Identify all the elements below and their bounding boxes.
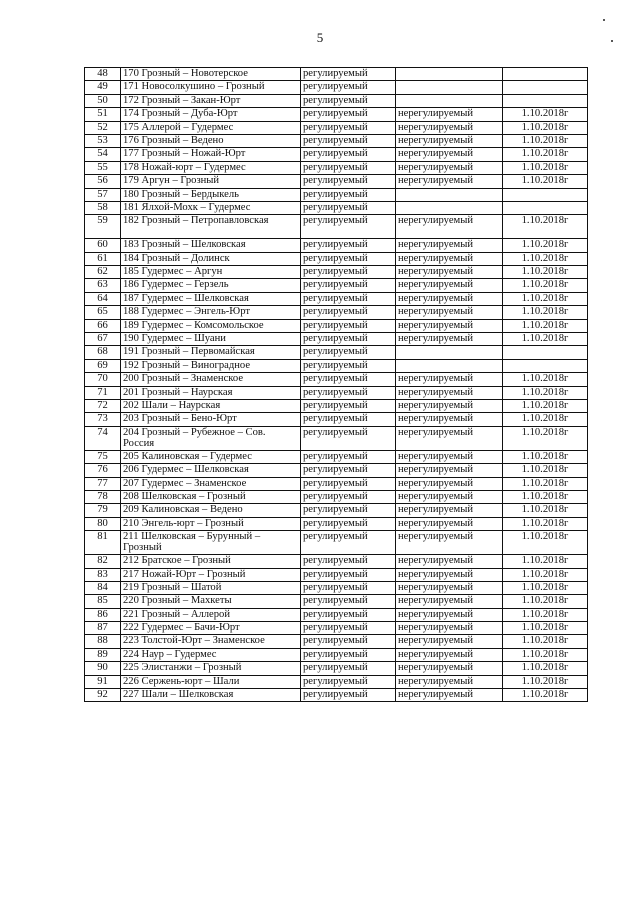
date-cell: 1.10.2018г — [503, 386, 588, 399]
date-cell — [503, 81, 588, 94]
route-cell: 212 Братское – Грозный — [121, 555, 301, 568]
new-kind-cell: нерегулируемый — [396, 490, 503, 503]
new-kind-cell: нерегулируемый — [396, 279, 503, 292]
new-kind-cell — [396, 94, 503, 107]
date-cell: 1.10.2018г — [503, 161, 588, 174]
new-kind-cell: нерегулируемый — [396, 608, 503, 621]
route-cell: 222 Гудермес – Бачи-Юрт — [121, 622, 301, 635]
new-kind-cell — [396, 188, 503, 201]
table-row — [85, 108, 588, 121]
new-kind-cell: нерегулируемый — [396, 373, 503, 386]
current-kind-cell: регулируемый — [301, 161, 396, 174]
current-kind-cell: регулируемый — [301, 81, 396, 94]
date-cell — [503, 68, 588, 81]
table-row — [85, 426, 588, 450]
table-row — [85, 239, 588, 252]
table-row — [85, 504, 588, 517]
row-number-cell: 49 — [85, 81, 121, 94]
row-number-cell: 52 — [85, 121, 121, 134]
new-kind-cell — [396, 346, 503, 359]
current-kind-cell: регулируемый — [301, 94, 396, 107]
row-number-cell: 74 — [85, 426, 121, 450]
table-row — [85, 568, 588, 581]
new-kind-cell: нерегулируемый — [396, 239, 503, 252]
row-number-cell: 51 — [85, 108, 121, 121]
table-row — [85, 517, 588, 530]
row-number-cell: 91 — [85, 675, 121, 688]
page-number: 5 — [316, 30, 324, 45]
route-cell: 184 Грозный – Долинск — [121, 252, 301, 265]
row-number-cell: 84 — [85, 581, 121, 594]
table-row — [85, 531, 588, 555]
route-cell: 204 Грозный – Рубежное – Сов. Россия — [121, 426, 301, 450]
row-number-cell: 69 — [85, 359, 121, 372]
new-kind-cell: нерегулируемый — [396, 148, 503, 161]
new-kind-cell — [396, 68, 503, 81]
route-cell: 220 Грозный – Махкеты — [121, 595, 301, 608]
date-cell: 1.10.2018г — [503, 595, 588, 608]
route-cell: 177 Грозный – Ножай-Юрт — [121, 148, 301, 161]
route-cell: 190 Гудермес – Шуани — [121, 333, 301, 346]
table-row — [85, 266, 588, 279]
date-cell: 1.10.2018г — [503, 121, 588, 134]
current-kind-cell: регулируемый — [301, 595, 396, 608]
row-number-cell: 58 — [85, 201, 121, 214]
table-row — [85, 94, 588, 107]
current-kind-cell: регулируемый — [301, 68, 396, 81]
route-cell: 174 Грозный – Дуба-Юрт — [121, 108, 301, 121]
new-kind-cell: нерегулируемый — [396, 555, 503, 568]
date-cell: 1.10.2018г — [503, 413, 588, 426]
table-row — [85, 635, 588, 648]
current-kind-cell: регулируемый — [301, 648, 396, 661]
route-cell: 200 Грозный – Знаменское — [121, 373, 301, 386]
row-number-cell: 61 — [85, 252, 121, 265]
route-cell: 206 Гудермес – Шелковская — [121, 464, 301, 477]
new-kind-cell: нерегулируемый — [396, 306, 503, 319]
row-number-cell: 59 — [85, 215, 121, 239]
row-number-cell: 66 — [85, 319, 121, 332]
date-cell: 1.10.2018г — [503, 215, 588, 239]
table-row — [85, 148, 588, 161]
new-kind-cell: нерегулируемый — [396, 426, 503, 450]
route-cell: 185 Гудермес – Аргун — [121, 266, 301, 279]
route-cell: 175 Аллерой – Гудермес — [121, 121, 301, 134]
date-cell: 1.10.2018г — [503, 517, 588, 530]
route-cell: 202 Шали – Наурская — [121, 399, 301, 412]
row-number-cell: 60 — [85, 239, 121, 252]
route-cell: 176 Грозный – Ведено — [121, 134, 301, 147]
route-cell: 180 Грозный – Бердыкель — [121, 188, 301, 201]
current-kind-cell: регулируемый — [301, 319, 396, 332]
current-kind-cell: регулируемый — [301, 386, 396, 399]
row-number-cell: 55 — [85, 161, 121, 174]
current-kind-cell: регулируемый — [301, 252, 396, 265]
new-kind-cell: нерегулируемый — [396, 252, 503, 265]
row-number-cell: 83 — [85, 568, 121, 581]
date-cell: 1.10.2018г — [503, 175, 588, 188]
row-number-cell: 76 — [85, 464, 121, 477]
new-kind-cell: нерегулируемый — [396, 477, 503, 490]
date-cell — [503, 359, 588, 372]
new-kind-cell: нерегулируемый — [396, 121, 503, 134]
new-kind-cell: нерегулируемый — [396, 464, 503, 477]
current-kind-cell: регулируемый — [301, 266, 396, 279]
new-kind-cell: нерегулируемый — [396, 134, 503, 147]
table-row — [85, 306, 588, 319]
current-kind-cell: регулируемый — [301, 581, 396, 594]
route-cell: 201 Грозный – Наурская — [121, 386, 301, 399]
row-number-cell: 62 — [85, 266, 121, 279]
row-number-cell: 88 — [85, 635, 121, 648]
date-cell — [503, 201, 588, 214]
table-row — [85, 68, 588, 81]
new-kind-cell: нерегулируемый — [396, 413, 503, 426]
date-cell: 1.10.2018г — [503, 292, 588, 305]
new-kind-cell: нерегулируемый — [396, 581, 503, 594]
current-kind-cell: регулируемый — [301, 622, 396, 635]
date-cell: 1.10.2018г — [503, 689, 588, 702]
row-number-cell: 68 — [85, 346, 121, 359]
new-kind-cell: нерегулируемый — [396, 648, 503, 661]
current-kind-cell: регулируемый — [301, 450, 396, 463]
table-row — [85, 215, 588, 239]
new-kind-cell: нерегулируемый — [396, 319, 503, 332]
route-cell: 217 Ножай-Юрт – Грозный — [121, 568, 301, 581]
date-cell: 1.10.2018г — [503, 504, 588, 517]
date-cell: 1.10.2018г — [503, 568, 588, 581]
date-cell: 1.10.2018г — [503, 266, 588, 279]
row-number-cell: 57 — [85, 188, 121, 201]
new-kind-cell: нерегулируемый — [396, 333, 503, 346]
table-row — [85, 490, 588, 503]
date-cell: 1.10.2018г — [503, 477, 588, 490]
route-cell: 178 Ножай-юрт – Гудермес — [121, 161, 301, 174]
table-row — [85, 477, 588, 490]
route-cell: 186 Гудермес – Герзель — [121, 279, 301, 292]
route-cell: 207 Гудермес – Знаменское — [121, 477, 301, 490]
row-number-cell: 80 — [85, 517, 121, 530]
row-number-cell: 81 — [85, 531, 121, 555]
new-kind-cell: нерегулируемый — [396, 568, 503, 581]
route-cell: 182 Грозный – Петропавловская — [121, 215, 301, 239]
table-row — [85, 201, 588, 214]
row-number-cell: 63 — [85, 279, 121, 292]
new-kind-cell: нерегулируемый — [396, 386, 503, 399]
route-cell: 224 Наур – Гудермес — [121, 648, 301, 661]
route-cell: 181 Ялхой-Мохк – Гудермес — [121, 201, 301, 214]
date-cell — [503, 94, 588, 107]
new-kind-cell: нерегулируемый — [396, 635, 503, 648]
current-kind-cell: регулируемый — [301, 346, 396, 359]
current-kind-cell: регулируемый — [301, 477, 396, 490]
row-number-cell: 79 — [85, 504, 121, 517]
row-number-cell: 90 — [85, 662, 121, 675]
date-cell: 1.10.2018г — [503, 531, 588, 555]
table-row — [85, 134, 588, 147]
current-kind-cell: регулируемый — [301, 134, 396, 147]
date-cell: 1.10.2018г — [503, 662, 588, 675]
route-cell: 170 Грозный – Новотерское — [121, 68, 301, 81]
current-kind-cell: регулируемый — [301, 608, 396, 621]
date-cell: 1.10.2018г — [503, 333, 588, 346]
table-row — [85, 359, 588, 372]
current-kind-cell: регулируемый — [301, 635, 396, 648]
route-cell: 221 Грозный – Аллерой — [121, 608, 301, 621]
date-cell: 1.10.2018г — [503, 373, 588, 386]
route-cell: 223 Толстой-Юрт – Знаменское — [121, 635, 301, 648]
new-kind-cell: нерегулируемый — [396, 517, 503, 530]
routes-table — [84, 67, 588, 702]
current-kind-cell: регулируемый — [301, 504, 396, 517]
row-number-cell: 75 — [85, 450, 121, 463]
table-row — [85, 386, 588, 399]
route-cell: 210 Энгель-юрт – Грозный — [121, 517, 301, 530]
current-kind-cell: регулируемый — [301, 373, 396, 386]
date-cell: 1.10.2018г — [503, 148, 588, 161]
new-kind-cell: нерегулируемый — [396, 292, 503, 305]
row-number-cell: 64 — [85, 292, 121, 305]
row-number-cell: 54 — [85, 148, 121, 161]
new-kind-cell — [396, 201, 503, 214]
route-cell: 191 Грозный – Первомайская — [121, 346, 301, 359]
new-kind-cell: нерегулируемый — [396, 504, 503, 517]
route-cell: 188 Гудермес – Энгель-Юрт — [121, 306, 301, 319]
row-number-cell: 82 — [85, 555, 121, 568]
date-cell: 1.10.2018г — [503, 581, 588, 594]
date-cell: 1.10.2018г — [503, 648, 588, 661]
current-kind-cell: регулируемый — [301, 239, 396, 252]
current-kind-cell: регулируемый — [301, 306, 396, 319]
new-kind-cell: нерегулируемый — [396, 689, 503, 702]
date-cell: 1.10.2018г — [503, 635, 588, 648]
current-kind-cell: регулируемый — [301, 675, 396, 688]
date-cell — [503, 346, 588, 359]
table-row — [85, 161, 588, 174]
table-row — [85, 413, 588, 426]
current-kind-cell: регулируемый — [301, 464, 396, 477]
table-row — [85, 464, 588, 477]
date-cell: 1.10.2018г — [503, 399, 588, 412]
current-kind-cell: регулируемый — [301, 490, 396, 503]
new-kind-cell: нерегулируемый — [396, 675, 503, 688]
table-row — [85, 81, 588, 94]
table-row — [85, 675, 588, 688]
route-cell: 171 Новосолкушино – Грозный — [121, 81, 301, 94]
row-number-cell: 87 — [85, 622, 121, 635]
new-kind-cell: нерегулируемый — [396, 108, 503, 121]
route-cell: 211 Шелковская – Бурунный – Грозный — [121, 531, 301, 555]
table-row — [85, 279, 588, 292]
new-kind-cell: нерегулируемый — [396, 266, 503, 279]
row-number-cell: 71 — [85, 386, 121, 399]
table-row — [85, 555, 588, 568]
new-kind-cell: нерегулируемый — [396, 161, 503, 174]
route-cell: 183 Грозный – Шелковская — [121, 239, 301, 252]
row-number-cell: 77 — [85, 477, 121, 490]
date-cell: 1.10.2018г — [503, 134, 588, 147]
route-cell: 203 Грозный – Бено-Юрт — [121, 413, 301, 426]
date-cell: 1.10.2018г — [503, 555, 588, 568]
route-cell: 226 Сержень-юрт – Шали — [121, 675, 301, 688]
row-number-cell: 72 — [85, 399, 121, 412]
date-cell: 1.10.2018г — [503, 252, 588, 265]
date-cell: 1.10.2018г — [503, 306, 588, 319]
row-number-cell: 92 — [85, 689, 121, 702]
table-row — [85, 188, 588, 201]
current-kind-cell: регулируемый — [301, 201, 396, 214]
current-kind-cell: регулируемый — [301, 426, 396, 450]
new-kind-cell: нерегулируемый — [396, 662, 503, 675]
current-kind-cell: регулируемый — [301, 399, 396, 412]
route-cell: 189 Гудермес – Комсомольское — [121, 319, 301, 332]
table-row — [85, 121, 588, 134]
table-row — [85, 373, 588, 386]
date-cell — [503, 188, 588, 201]
current-kind-cell: регулируемый — [301, 215, 396, 239]
current-kind-cell: регулируемый — [301, 292, 396, 305]
current-kind-cell: регулируемый — [301, 517, 396, 530]
table-row — [85, 581, 588, 594]
row-number-cell: 73 — [85, 413, 121, 426]
current-kind-cell: регулируемый — [301, 279, 396, 292]
date-cell: 1.10.2018г — [503, 622, 588, 635]
current-kind-cell: регулируемый — [301, 148, 396, 161]
table-row — [85, 333, 588, 346]
date-cell: 1.10.2018г — [503, 675, 588, 688]
route-cell: 187 Гудермес – Шелковская — [121, 292, 301, 305]
table-row — [85, 648, 588, 661]
row-number-cell: 48 — [85, 68, 121, 81]
row-number-cell: 50 — [85, 94, 121, 107]
date-cell: 1.10.2018г — [503, 279, 588, 292]
table-row — [85, 450, 588, 463]
route-cell: 179 Аргун – Грозный — [121, 175, 301, 188]
new-kind-cell: нерегулируемый — [396, 450, 503, 463]
date-cell: 1.10.2018г — [503, 464, 588, 477]
table-row — [85, 622, 588, 635]
current-kind-cell: регулируемый — [301, 568, 396, 581]
table-row — [85, 608, 588, 621]
current-kind-cell: регулируемый — [301, 121, 396, 134]
new-kind-cell: нерегулируемый — [396, 595, 503, 608]
new-kind-cell: нерегулируемый — [396, 175, 503, 188]
table-row — [85, 252, 588, 265]
scan-mark — [603, 19, 605, 21]
new-kind-cell: нерегулируемый — [396, 215, 503, 239]
table-row — [85, 399, 588, 412]
new-kind-cell — [396, 359, 503, 372]
route-cell: 172 Грозный – Закан-Юрт — [121, 94, 301, 107]
route-cell: 208 Шелковская – Грозный — [121, 490, 301, 503]
route-cell: 225 Элистанжи – Грозный — [121, 662, 301, 675]
table-row — [85, 595, 588, 608]
date-cell: 1.10.2018г — [503, 108, 588, 121]
new-kind-cell: нерегулируемый — [396, 399, 503, 412]
route-cell: 209 Калиновская – Ведено — [121, 504, 301, 517]
row-number-cell: 85 — [85, 595, 121, 608]
date-cell: 1.10.2018г — [503, 239, 588, 252]
current-kind-cell: регулируемый — [301, 413, 396, 426]
route-cell: 205 Калиновская – Гудермес — [121, 450, 301, 463]
row-number-cell: 56 — [85, 175, 121, 188]
new-kind-cell — [396, 81, 503, 94]
row-number-cell: 86 — [85, 608, 121, 621]
table-row — [85, 319, 588, 332]
date-cell: 1.10.2018г — [503, 490, 588, 503]
row-number-cell: 67 — [85, 333, 121, 346]
date-cell: 1.10.2018г — [503, 450, 588, 463]
current-kind-cell: регулируемый — [301, 108, 396, 121]
route-cell: 219 Грозный – Шатой — [121, 581, 301, 594]
current-kind-cell: регулируемый — [301, 188, 396, 201]
table-row — [85, 689, 588, 702]
current-kind-cell: регулируемый — [301, 333, 396, 346]
current-kind-cell: регулируемый — [301, 359, 396, 372]
current-kind-cell: регулируемый — [301, 531, 396, 555]
new-kind-cell: нерегулируемый — [396, 622, 503, 635]
current-kind-cell: регулируемый — [301, 662, 396, 675]
row-number-cell: 78 — [85, 490, 121, 503]
date-cell: 1.10.2018г — [503, 319, 588, 332]
table-row — [85, 662, 588, 675]
row-number-cell: 89 — [85, 648, 121, 661]
date-cell: 1.10.2018г — [503, 608, 588, 621]
table-row — [85, 292, 588, 305]
date-cell: 1.10.2018г — [503, 426, 588, 450]
route-cell: 227 Шали – Шелковская — [121, 689, 301, 702]
new-kind-cell: нерегулируемый — [396, 531, 503, 555]
current-kind-cell: регулируемый — [301, 555, 396, 568]
row-number-cell: 70 — [85, 373, 121, 386]
route-cell: 192 Грозный – Виноградное — [121, 359, 301, 372]
table-row — [85, 175, 588, 188]
row-number-cell: 65 — [85, 306, 121, 319]
current-kind-cell: регулируемый — [301, 689, 396, 702]
table-row — [85, 346, 588, 359]
current-kind-cell: регулируемый — [301, 175, 396, 188]
row-number-cell: 53 — [85, 134, 121, 147]
scan-mark — [611, 40, 613, 42]
